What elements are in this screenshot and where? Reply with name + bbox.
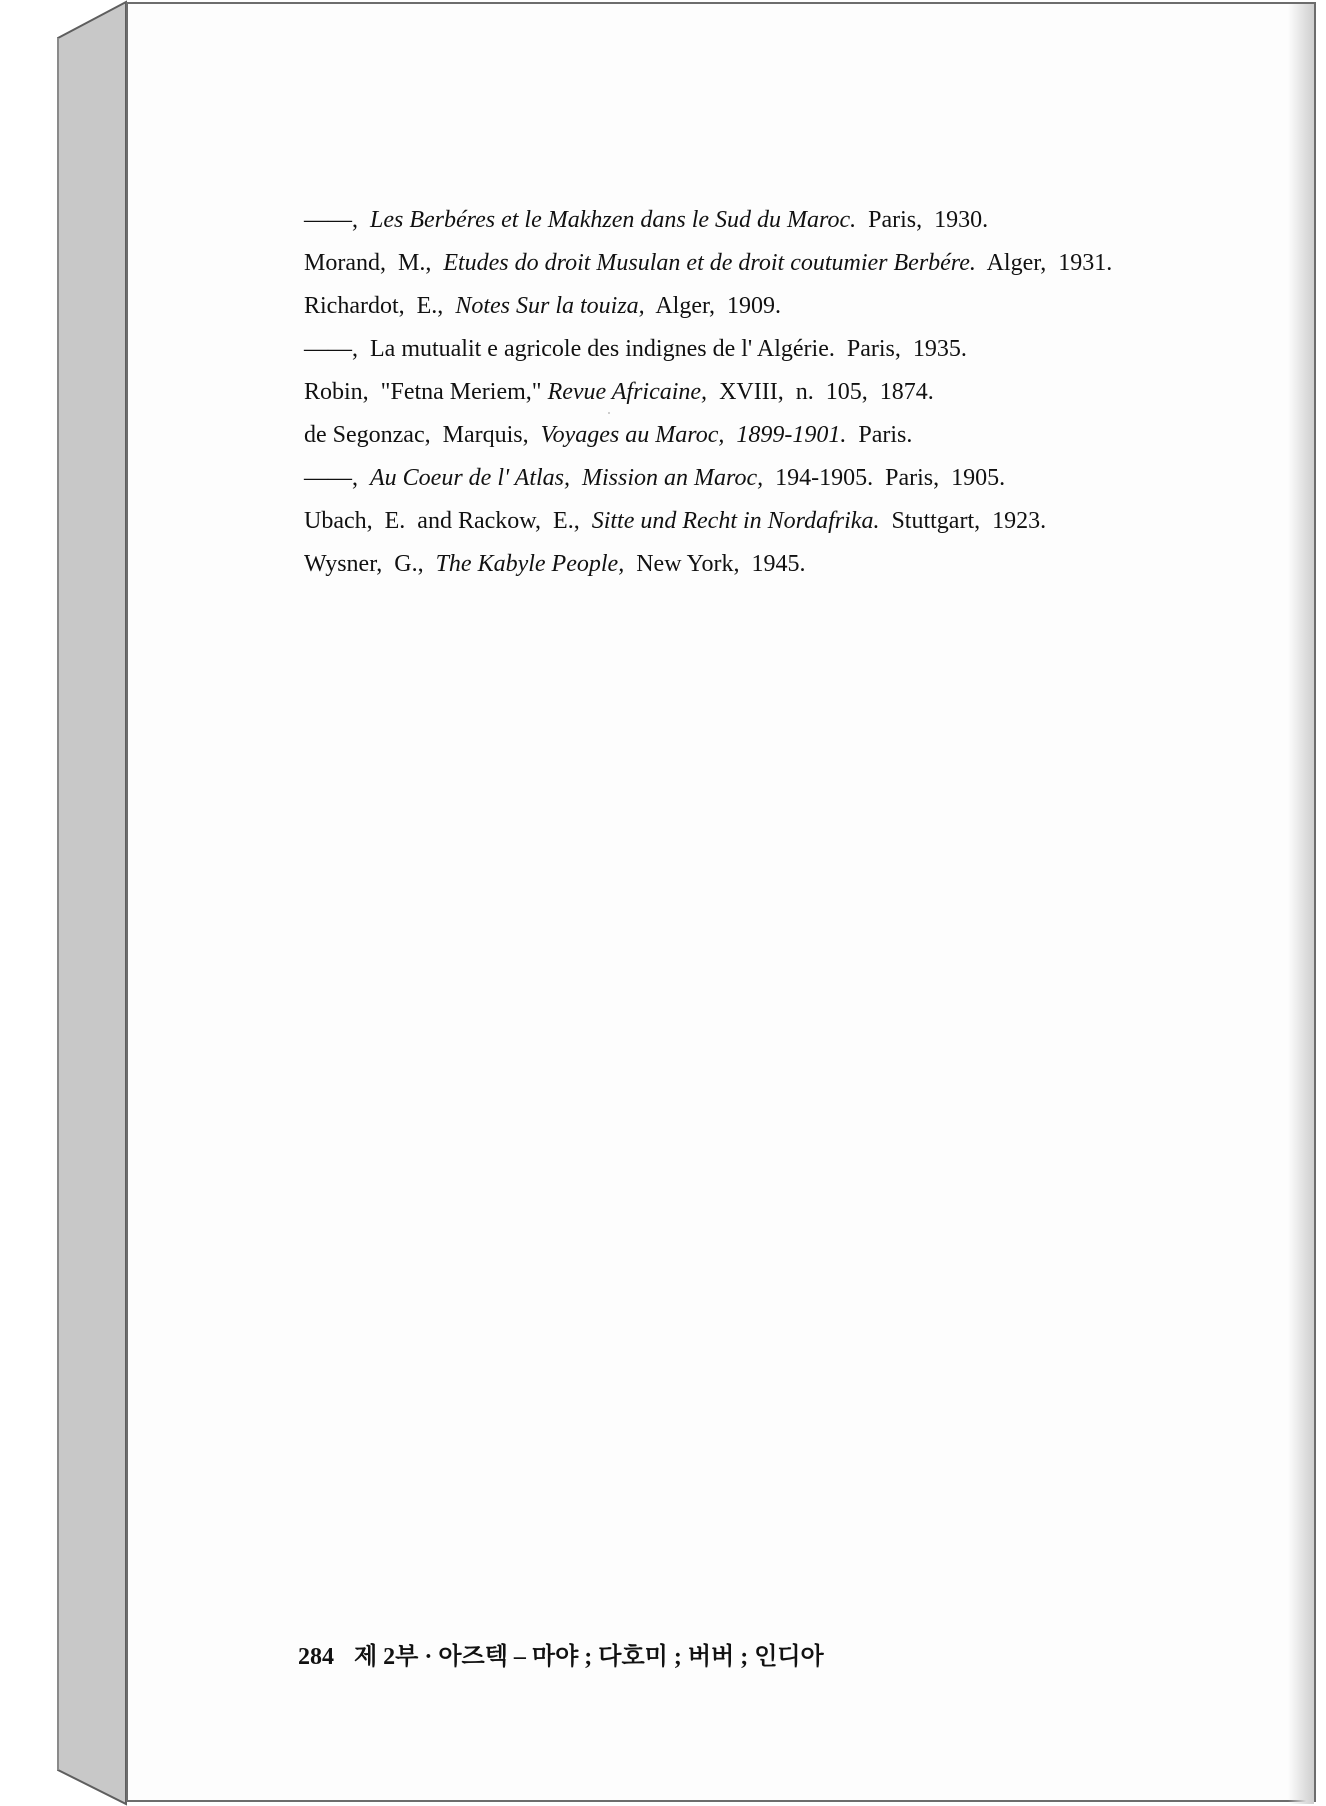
book-spine [0,0,130,1806]
entry-title-italic: Revue Africaine, [547,379,708,405]
book-page [126,2,1316,1802]
bibliography-entry [304,543,1204,586]
entry-text: ——, La mutualit e agricole des indignes de l' Algérie. Paris, 1935. [304,336,967,362]
bibliography-entry [304,328,1204,371]
entry-text: Robin, "Fetna Meriem," [304,379,548,405]
bibliography-entry [304,285,1204,328]
entry-text: Paris, 1930. [856,207,989,233]
page-footer [298,1636,824,1671]
entry-text: Stuttgart, 1923. [879,508,1047,534]
entry-text: 194-1905. Paris, 1905. [763,465,1006,491]
entry-text: Paris. [846,422,913,448]
bibliography-entry [304,199,1204,242]
entry-text: de Segonzac, Marquis, [304,422,541,448]
page-edge-shadow [1288,4,1314,1804]
entry-text: Alger, 1909. [644,293,782,319]
entry-text: ——, [304,207,370,233]
entry-text: XVIII, n. 105, 1874. [707,379,934,405]
entry-title-italic: Voyages au Maroc, 1899-1901. [540,422,847,448]
bibliography-entry [304,371,1204,414]
entry-text: New York, 1945. [624,551,806,577]
entry-title-italic: Au Coeur de l' Atlas, Mission an Maroc, [370,465,764,491]
entry-text: ——, [304,465,370,491]
bibliography-entry [304,414,1204,457]
bibliography-entry [304,457,1204,500]
page-number: 284 [298,1644,334,1670]
entry-title-italic: Etudes do droit Musulan et de droit coutumier Berbére. [443,250,976,276]
paper-fleck [608,412,610,414]
entry-text: Alger, 1931. [975,250,1113,276]
entry-title-italic: The Kabyle People, [435,551,625,577]
entry-text: Ubach, E. and Rackow, E., [304,508,592,534]
bibliography-list [304,199,1204,586]
bibliography-entry [304,500,1204,543]
entry-text: Richardot, E., [304,293,456,319]
bibliography-entry [304,242,1204,285]
entry-text: Morand, M., [304,250,444,276]
entry-text: Wysner, G., [304,551,436,577]
entry-title-italic: Sitte und Recht in Nordafrika. [591,508,880,534]
running-title: 제 2부 · 아즈텍 – 마야 ; 다호미 ; 버버 ; 인디아 [354,1644,824,1670]
entry-title-italic: Les Berbéres et le Makhzen dans le Sud du Maroc. [370,207,857,233]
entry-title-italic: Notes Sur la touiza, [455,293,645,319]
